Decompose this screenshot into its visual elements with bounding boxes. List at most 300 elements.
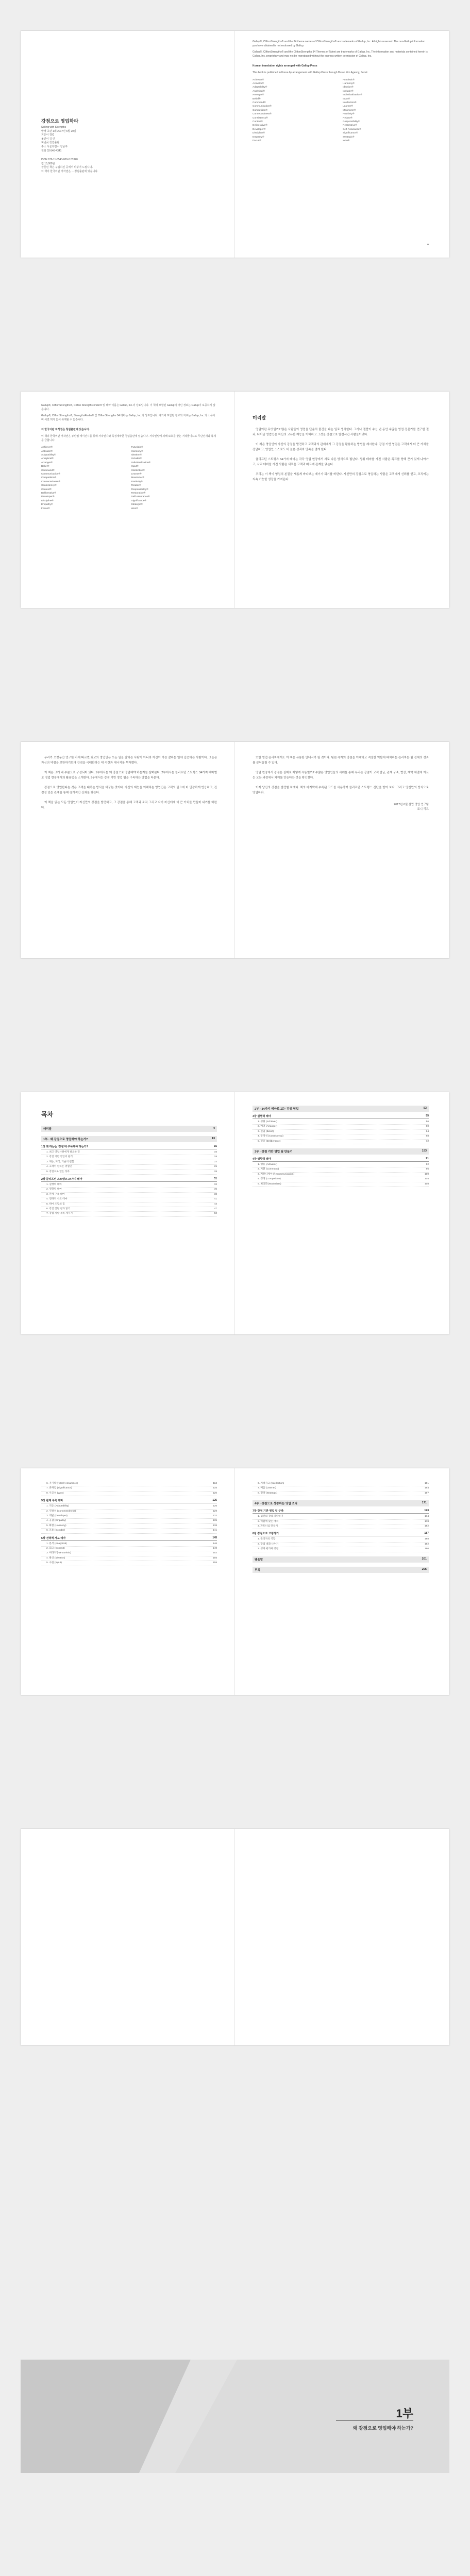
isbn-line: ISBN 979-11-5540-000-0 03320 [41,158,78,162]
toc-page-number: 167 [424,1492,429,1495]
imprint-line: 발행 초판 1쇄 2017년 6월 20일 [41,129,76,133]
toc-entry-title: 2. 회고 (Context) [46,1547,65,1550]
toc-page-number: 149 [212,1547,217,1550]
theme-name: Developer® [253,128,266,131]
toc-entry[interactable] [253,1125,429,1129]
toc-chapter-entry[interactable] [253,1157,429,1162]
theme-name: Belief® [41,465,49,468]
theme-name: Self-Assurance® [343,128,362,131]
toc-entry-title: 1. 관리자의 역할 [258,1538,276,1541]
toc-entry[interactable] [41,1150,217,1155]
preface-heading: 머리말 [253,415,266,420]
theme-name: Deliberative® [41,492,56,495]
toc-part-entry[interactable] [253,1500,429,1506]
toc-page-number: 158 [212,1562,217,1565]
theme-name: Empathy® [253,135,264,139]
theme-name: Command® [41,469,55,472]
body-paragraph: 우리가 오랫동안 연구한 바에 따르면 최고의 영업인은 모든 일을 잘하는 사람이 아니라 자신이 가장 잘하는 일에 집중하는 사람이다. 그들은 자신의 약점을 보완하기보다 강점을 극대화하는 데 시간과 에너지를 투자했다. [41,756,217,765]
preface-cont-body-left [41,755,217,810]
theme-name: Consistency® [253,116,268,120]
toc-entry-title: 3. 성과 평가와 강점 [258,1548,279,1551]
theme-name: Context® [253,121,263,124]
toc-page-number: 135 [212,1519,217,1522]
part-title: 왜 강점으로 영업해야 하는가? [352,2426,413,2431]
toc-page-number: 64 [426,1130,429,1133]
toc-page-number: 129 [212,1510,217,1513]
toc-entry-title: 1부 · 왜 강점으로 영업해야 하는가? [43,1138,88,1141]
toc-entry[interactable] [41,1492,217,1496]
theme-name: Restorative® [343,124,357,127]
toc-entry-title: 4장 영향력 테마 [253,1158,271,1161]
toc-entry[interactable] [253,1182,429,1187]
copyright-page-left [21,31,235,258]
toc-page-number: 161 [424,1482,429,1485]
theme-name: Restorative® [131,492,146,495]
toc-chapter-entry[interactable] [41,1499,217,1503]
theme-name: Competition® [41,477,57,480]
preface-cont-body-right [253,755,429,795]
theme-name: Focus® [41,507,50,510]
theme-name: Adaptability® [41,453,56,456]
theme-name: Arranger® [41,461,53,464]
toc-entry-title: 맺음말 [255,1558,263,1562]
toc-entry-title: 5. 신중 (Deliberative) [258,1140,281,1143]
toc-entry-title: 4. 공정성 (Consistency) [258,1135,283,1138]
toc-entry-title: 1. 최고 영업사원에게 필요한 것 [46,1151,80,1154]
toc-entry[interactable] [41,1514,217,1519]
toc-page-number: 28 [214,1170,217,1173]
theme-name: Arranger® [253,94,264,97]
theme-name: Intellection® [131,469,145,472]
toc-entry[interactable] [253,1486,429,1491]
toc-entry-title: 7장 강점 기반 영업 팀 구축 [253,1510,284,1513]
body-paragraph: 영업 현장에서 강점은 실제로 어떻게 작동할까? 수많은 영업인들의 사례를 통해 우리는 강점이 고객 발굴, 관계 구축, 협상, 계약 체결에 이르는 모든 과정에서 차이를 만든다는 것을 확인했다. [253,771,429,779]
toc-entry[interactable] [41,1170,217,1175]
theme-name: Learner® [343,105,354,108]
toc-entry-title: 6. 자기확신 (Self-Assurance) [46,1482,78,1485]
toc-page-number: 60 [426,1125,429,1128]
spread-toc-1 [21,1092,449,1334]
toc-entry-title: 머리말 [43,1128,52,1131]
toc-entry-title: 6. 지적사고 (Intellection) [258,1482,284,1485]
toc-entry-title: 6. 강점 진단 결과 읽기 [46,1208,71,1211]
toc-entry[interactable] [253,1537,429,1542]
toc-page-number: 25 [214,1165,217,1168]
toc-page-number: 187 [424,1532,429,1535]
theme-name: Analytical® [253,90,265,93]
theme-name: Communication® [253,105,272,108]
toc-page-number: 138 [212,1524,217,1527]
toc-entry-title: 3. 재능, 지식, 기술의 결합 [46,1160,74,1163]
toc-page-number: 120 [212,1492,217,1495]
toc-entry[interactable] [253,1543,429,1547]
toc-entry[interactable] [41,1212,217,1216]
theme-name: Strategic® [343,135,355,139]
toc-page-number: 32 [214,1183,217,1187]
theme-name: Harmony® [343,82,355,85]
toc-page-number: 104 [424,1178,429,1181]
theme-name: Activator® [41,450,53,453]
toc-page-3 [21,1468,235,1695]
theme-name: Harmony® [131,450,143,453]
toc-chapter-entry[interactable] [41,1145,217,1149]
toc-page-number: 47 [214,1208,217,1211]
imprint-block [41,117,217,174]
toc-entry[interactable] [253,1167,429,1172]
license-text: This book is published in Korea by arrangement with Gallup Press through Duran Kim Agency, Seoul. [253,71,368,74]
theme-list [253,78,429,143]
toc-entry-title: 8장 강점으로 코칭하기 [253,1532,279,1536]
toc-page-number: 152 [212,1552,217,1555]
isbn-line: 값 15,000원 [41,162,55,165]
imprint-line: Selling with Strengths [41,126,66,129]
toc-entry[interactable] [41,1504,217,1509]
toc-entry-title: 1. 적응 (Adaptability) [46,1505,69,1508]
toc-chapter-entry[interactable] [41,1177,217,1182]
theme-name: Strategic® [131,503,143,506]
theme-name: Includer® [131,457,142,461]
toc-chapter-entry[interactable] [253,1114,429,1119]
theme-name: Deliberative® [253,124,267,127]
spread-preface [21,392,449,608]
toc-entry-title: 1. 행동 (Activator) [258,1163,277,1166]
toc-page-number: 132 [212,1515,217,1518]
theme-name: Achiever® [41,446,53,449]
body-paragraph: 클리프턴 스트렝스 34가지 테마는 각각 영업 현장에서 서로 다른 방식으로 빛난다. 성취 테마를 가진 사람은 목표를 향해 끈기 있게 나아가고, 사교 테마를 가진 사람은 새로운 고객과 빠르게 관계를 맺는다. [253,458,429,466]
trademark-ko-para-2: Gallup®, CliftonStrengths®, StrengthsFinder® 및 CliftonStrengths 34 테마는 Gallup, Inc.의 상표입니다. 여기에 포함된 정보와 자료는 Gallup, Inc.의 소유이며 서면 허가 없이 복제할 수 없습니다. [41,414,215,421]
theme-name: Significance® [343,132,358,135]
toc-page-number: 141 [212,1529,217,1532]
spread-preface-cont [21,742,449,958]
toc-entry-title: 7. 존재감 (Significance) [46,1487,72,1490]
theme-list-col-a [253,78,339,143]
toc-entry-title: 4. 공감 (Empathy) [46,1519,66,1522]
theme-name: Ideation® [343,86,354,89]
toc-page-number: 116 [213,1487,217,1490]
toc-column-4 [253,1482,429,1573]
theme-list-ko-col-b [131,446,217,511]
toc-entry-title: 3. 관계 구축 테마 [46,1193,65,1196]
copyright-page-right [235,31,449,258]
theme-name: Context® [41,488,52,491]
toc-entry[interactable] [253,1163,429,1167]
imprint-line: 주소 서울특별시 강남구 [41,145,68,148]
body-paragraph: 이 책은 크게 네 부분으로 구성되어 있다. 1부에서는 왜 강점으로 영업해야 하는지를 살펴본다. 2부에서는 클리프턴 스트렝스 34가지 테마별로 영업 현장에서의 활용법을 소개한다. 3부에서는 강점 기반 영업 팀을 구축하는 방법을 다룬다. [41,771,217,779]
toc-entry-title: 5. 최상화 (Maximizer) [258,1182,281,1185]
toc-page-number: 145 [212,1536,217,1539]
toc-chapter-entry[interactable] [253,1532,429,1536]
toc-entry[interactable] [253,1173,429,1177]
toc-entry-title: 6장 전략적 사고 테마 [41,1536,66,1540]
toc-entry-title: 4. 고객이 원하는 영업인 [46,1165,72,1168]
toc-entry-title: 2. 역할에 맞는 배치 [258,1520,279,1523]
theme-name: Responsibility® [343,121,360,124]
toc-entry[interactable] [41,1542,217,1547]
theme-list-ko-col-a [41,446,127,511]
toc-entry-title: 1장 왜 하는는 '강점'에 주목해야 하는가? [41,1145,88,1148]
toc-page-number: 68 [426,1135,429,1138]
toc-part-entry[interactable] [41,1136,217,1142]
toc-entry[interactable] [253,1520,429,1524]
spread-toc-3 [21,1829,449,2045]
toc-page-number: 13 [211,1137,215,1140]
toc-entry-title: 2. 강점 기반 영업의 원리 [46,1156,73,1159]
toc-page-number: 126 [212,1505,217,1508]
theme-name: Maximizer® [131,477,144,480]
license-ko-text: 이 책의 한국어판 저작권은 듀란킴 에이전시를 통해 저작권자와 독점계약한 청림출판에 있습니다. 저작권법에 의해 보호를 받는 저작물이므로 무단전재와 복제를 금합니다. [41,434,216,442]
toc-page-number: 22 [214,1160,217,1163]
toc-page-number: 108 [424,1182,429,1185]
spread-toc-2 [21,1468,449,1695]
toc-entry-title: 5. 화합 (Harmony) [46,1524,66,1527]
toc-chapter-entry[interactable] [253,1509,429,1514]
toc-page-number: 100 [424,1173,429,1176]
spread-copyright-en [21,31,449,258]
toc-column-3 [41,1482,217,1566]
theme-name: Intellection® [343,101,357,104]
theme-name: Individualization® [343,94,362,97]
toc-page-number: 92 [426,1163,429,1166]
toc-entry[interactable] [253,1515,429,1519]
toc-part-entry[interactable] [41,1126,217,1132]
toc-entry[interactable] [41,1197,217,1202]
toc-page-number: 4 [213,1127,215,1130]
toc-entry[interactable] [41,1547,217,1551]
copyright-ko-page [21,392,235,608]
toc-entry[interactable] [41,1561,217,1566]
toc-entry[interactable] [41,1551,217,1556]
toc-page-number: 15 [214,1145,217,1148]
toc-page-number: 171 [422,1501,427,1505]
toc-page-number: 18 [214,1156,217,1159]
toc-entry-title: 1. 팀원의 강점 파악하기 [258,1515,283,1518]
theme-name: Competition® [253,109,268,112]
toc-page-number: 178 [424,1520,429,1523]
imprint-line: 펴낸곳 청림출판 [41,141,60,145]
toc-entry-title: 7. 배움 (Learner) [258,1487,276,1490]
body-paragraph: 우리는 이 책이 영업의 본질을 새롭게 바라보는 계기가 되기를 바란다. 자신만의 강점으로 영업하는 사람은 고객에게 신뢰를 얻고, 조직에는 지속 가능한 성장을 가져온다. [253,473,429,481]
preface-page [235,392,449,608]
trademark-notice-ko [41,404,217,443]
toc-entry-title: 3. 파트너십 만들기 [258,1525,278,1528]
toc-entry-title: 4. 경쟁 (Competition) [258,1178,281,1181]
toc-entry[interactable] [41,1155,217,1160]
body-paragraph: 이 책은 영업인이 자신의 강점을 발견하고 고객과의 관계에서 그 강점을 활용하는 방법을 제시한다. 강점 기반 영업은 고객에게 더 큰 가치를 전달하고, 영업인 스스로도 더 높은 성과와 만족을 얻게 한다. [253,443,429,451]
toc-entry-title: 1. 실행력 테마 [46,1183,62,1187]
toc-chapter-entry[interactable] [41,1536,217,1541]
imprint-lines [41,126,217,153]
toc-page-number: 192 [424,1543,429,1546]
toc-page-number: 16 [214,1151,217,1154]
theme-name: Discipline® [253,132,265,135]
toc-entry-title: 3. 개발 (Developer) [46,1515,68,1518]
license-heading: Korean translation rights arranged with Gallup Press [253,64,317,68]
license-ko-heading: 이 한국어판 저작권은 청림출판에 있습니다. [41,428,90,432]
toc-entry-title: 4. 발상 (Ideation) [46,1556,65,1560]
toc-entry[interactable] [41,1529,217,1533]
toc-entry-title: 2장 클리프턴 스트렝스 34가지 테마 [41,1178,82,1181]
toc-entry-title: 3장 실행력 테마 [253,1115,271,1118]
theme-name: Activator® [253,82,264,85]
toc-entry[interactable] [253,1140,429,1144]
toc-entry-title: 4. 전략적 사고 테마 [46,1198,68,1201]
theme-name: Relator® [343,116,352,120]
theme-list-col-b [343,78,429,143]
toc-column-2 [253,1106,429,1187]
toc-page-number: 201 [422,1557,427,1561]
theme-name: Analytical® [41,457,54,461]
toc-entry-title: 2. 배열 (Arranger) [258,1125,277,1128]
theme-name: Achiever® [253,78,264,81]
preface-cont-left [21,742,235,958]
part-divider-graphic [21,2360,449,2473]
preface-signature [253,803,429,812]
theme-name: Input® [343,97,350,100]
toc-entry-title: 2부 · 34가지 테마로 보는 강점 영업 [255,1108,299,1111]
toc-page-number: 164 [424,1487,429,1490]
toc-page-number: 56 [426,1121,429,1123]
toc-entry-title: 3부 · 강점 기반 영업 팀 만들기 [255,1150,293,1154]
toc-page-number: 173 [424,1509,429,1513]
toc-page-number: 174 [424,1515,429,1518]
body-paragraph: 이제 당신의 강점을 발견할 차례다. 책의 마지막에 수록된 코드를 사용하여 클리프턴 스트렝스 진단을 받아 보라. 그리고 당신만의 방식으로 영업하라. [253,786,429,794]
toc-page-number: 53 [423,1107,427,1110]
toc-entry-title: 4부 · 강점으로 성장하는 영업 조직 [255,1502,297,1506]
preface-cont-right [235,742,449,958]
toc-page-number: 55 [426,1114,429,1117]
toc-entry[interactable] [41,1524,217,1529]
toc-title: 목차 [41,1111,54,1118]
toc-part-entry[interactable] [253,1106,429,1112]
toc-entry[interactable] [41,1510,217,1514]
book-title: 강점으로 영업하라 [41,118,79,124]
toc-page-1 [21,1092,235,1334]
toc-part-entry[interactable] [253,1567,429,1573]
toc-column-1 [41,1126,217,1217]
trademark-notice [253,40,429,75]
theme-name: Woo® [131,507,138,510]
toc-entry-title: 부록 [255,1568,260,1572]
toc-entry[interactable] [253,1134,429,1139]
theme-name: Positivity® [131,480,143,483]
toc-page-number: 182 [424,1525,429,1528]
toc-entry-title: 2. 지휘 (Command) [258,1168,279,1171]
toc-page-number: 72 [426,1140,429,1143]
theme-name: Futuristic® [131,446,143,449]
isbn-lines [41,158,217,174]
theme-name: Includer® [343,90,354,93]
toc-entry[interactable] [41,1193,217,1197]
part-divider [21,2360,449,2473]
body-paragraph: 또한 영업 관리자에게도 이 책은 유용한 안내서가 될 것이다. 팀원 각자의 강점을 이해하고 적절한 역할에 배치하는 관리자는 팀 전체의 성과를 끌어올릴 수 있다. [253,756,429,765]
toc-entry[interactable] [41,1165,217,1170]
toc-page-number: 50 [214,1212,217,1215]
toc-entry-title: 2. 연결성 (Connectedness) [46,1510,76,1513]
toc-entry-title: 2. 영향력 테마 [46,1188,62,1191]
body-paragraph: 강점으로 영업한다는 것은 고객을 대하는 방식을 바꾸는 것이다. 자신의 재능을 이해하는 영업인은 고객의 필요에 더 민감하게 반응하고, 진정성 있는 관계를 통해 장기적인 신뢰를 쌓는다. [41,786,217,794]
toc-entry[interactable] [41,1556,217,1561]
toc-entry-title: 6. 포용 (Includer) [46,1529,65,1532]
toc-page-number: 153 [422,1149,427,1153]
toc-page-number: 31 [214,1177,217,1181]
toc-entry-title: 3. 커뮤니케이션 (Communication) [258,1173,294,1176]
body-paragraph: 이 책을 읽는 모든 영업인이 자신만의 강점을 발견하고, 그 강점을 통해 고객과 조직 그리고 자기 자신에게 더 큰 가치를 만들어 내기를 바란다. [41,801,217,809]
imprint-line: 옮긴이 김 연 [41,137,55,141]
toc-entry[interactable] [253,1177,429,1182]
toc-entry[interactable] [253,1130,429,1134]
theme-name: Communication® [41,473,60,476]
toc-entry-title: 1. 분석 (Analytical) [46,1542,67,1545]
toc-entry[interactable] [253,1524,429,1529]
theme-name: Adaptability® [253,86,267,89]
toc-part-entry[interactable] [253,1148,429,1155]
toc-page-number: 38 [214,1193,217,1196]
imprint-line: 지은이 갤럽 [41,133,55,137]
toc-entry[interactable] [253,1492,429,1496]
theme-name: Responsibility® [131,488,148,491]
toc-page-4 [235,1468,449,1695]
toc-entry-title: 3. 신념 (Belief) [258,1130,274,1133]
toc-page-number: 35 [214,1188,217,1191]
theme-name: Connectedness® [41,480,60,483]
theme-name: Belief® [253,97,261,100]
toc-entry-title: 8. 사교성 (Woo) [46,1492,64,1495]
toc-entry[interactable] [253,1120,429,1125]
theme-name: Command® [253,101,266,104]
body-paragraph: 영업이란 무엇일까? 많은 사람들이 영업을 단순히 물건을 파는 일로 생각한다. 그러나 갤럽이 수십 년 동안 수많은 영업 전문가를 연구한 결과, 뛰어난 영업인은 자신의 고유한 재능을 이해하고 그것을 강점으로 발전시킨 사람들이었다. [253,428,429,436]
corner-mark [427,244,429,245]
part-number: 1부 [396,2407,413,2420]
toc-entry[interactable] [41,1202,217,1207]
theme-name: Ideation® [131,453,142,456]
toc-entry[interactable] [41,1486,217,1491]
toc-page-5 [21,1829,235,2045]
theme-name: Individualization® [131,461,151,464]
toc-entry[interactable] [253,1482,429,1486]
toc-entry[interactable] [41,1188,217,1192]
toc-entry-title: 5. 강점으로 얻는 성과 [46,1170,70,1173]
toc-entry[interactable] [41,1482,217,1486]
theme-name: Significance® [131,499,146,502]
toc-page-number: 155 [212,1556,217,1560]
toc-entry[interactable] [253,1547,429,1552]
theme-name: Self-Assurance® [131,496,150,499]
theme-name: Positivity® [343,113,355,116]
toc-entry-title: 1. 성취 (Achiever) [258,1121,277,1123]
imprint-line: 전화 02-546-4341 [41,149,62,152]
toc-entry-title: 2. 강점 대화 나누기 [258,1543,279,1546]
toc-part-entry[interactable] [253,1556,429,1563]
theme-list-ko [41,446,217,511]
toc-entry[interactable] [41,1183,217,1188]
theme-name: Empathy® [41,503,53,506]
toc-page-number: 205 [422,1567,427,1571]
toc-entry-title: 8. 전략 (Strategic) [258,1492,278,1495]
toc-entry[interactable] [41,1519,217,1523]
theme-name: Focus® [253,140,261,143]
theme-name: Connectedness® [253,113,272,116]
toc-page-number: 41 [214,1198,217,1201]
preface-body [253,427,429,482]
theme-name: Discipline® [41,499,54,502]
isbn-line: 이 책의 한국어판 저작권은 ... 청림출판에 있습니다. [41,170,98,173]
toc-entry[interactable] [41,1160,217,1165]
toc-entry-title: 5장 관계 구축 테마 [41,1499,63,1503]
toc-page-number: 125 [212,1499,217,1502]
toc-entry[interactable] [41,1207,217,1212]
trademark-para-1: Gallup®, CliftonStrengths® and the 34 theme names of CliftonStrengths® are trademarks of Gallup, Inc. All rights reserved. The non-Gallup information you have obtained is not endorsed by Gallup. [253,40,425,47]
signature-line: 토니 리드 [417,808,429,811]
